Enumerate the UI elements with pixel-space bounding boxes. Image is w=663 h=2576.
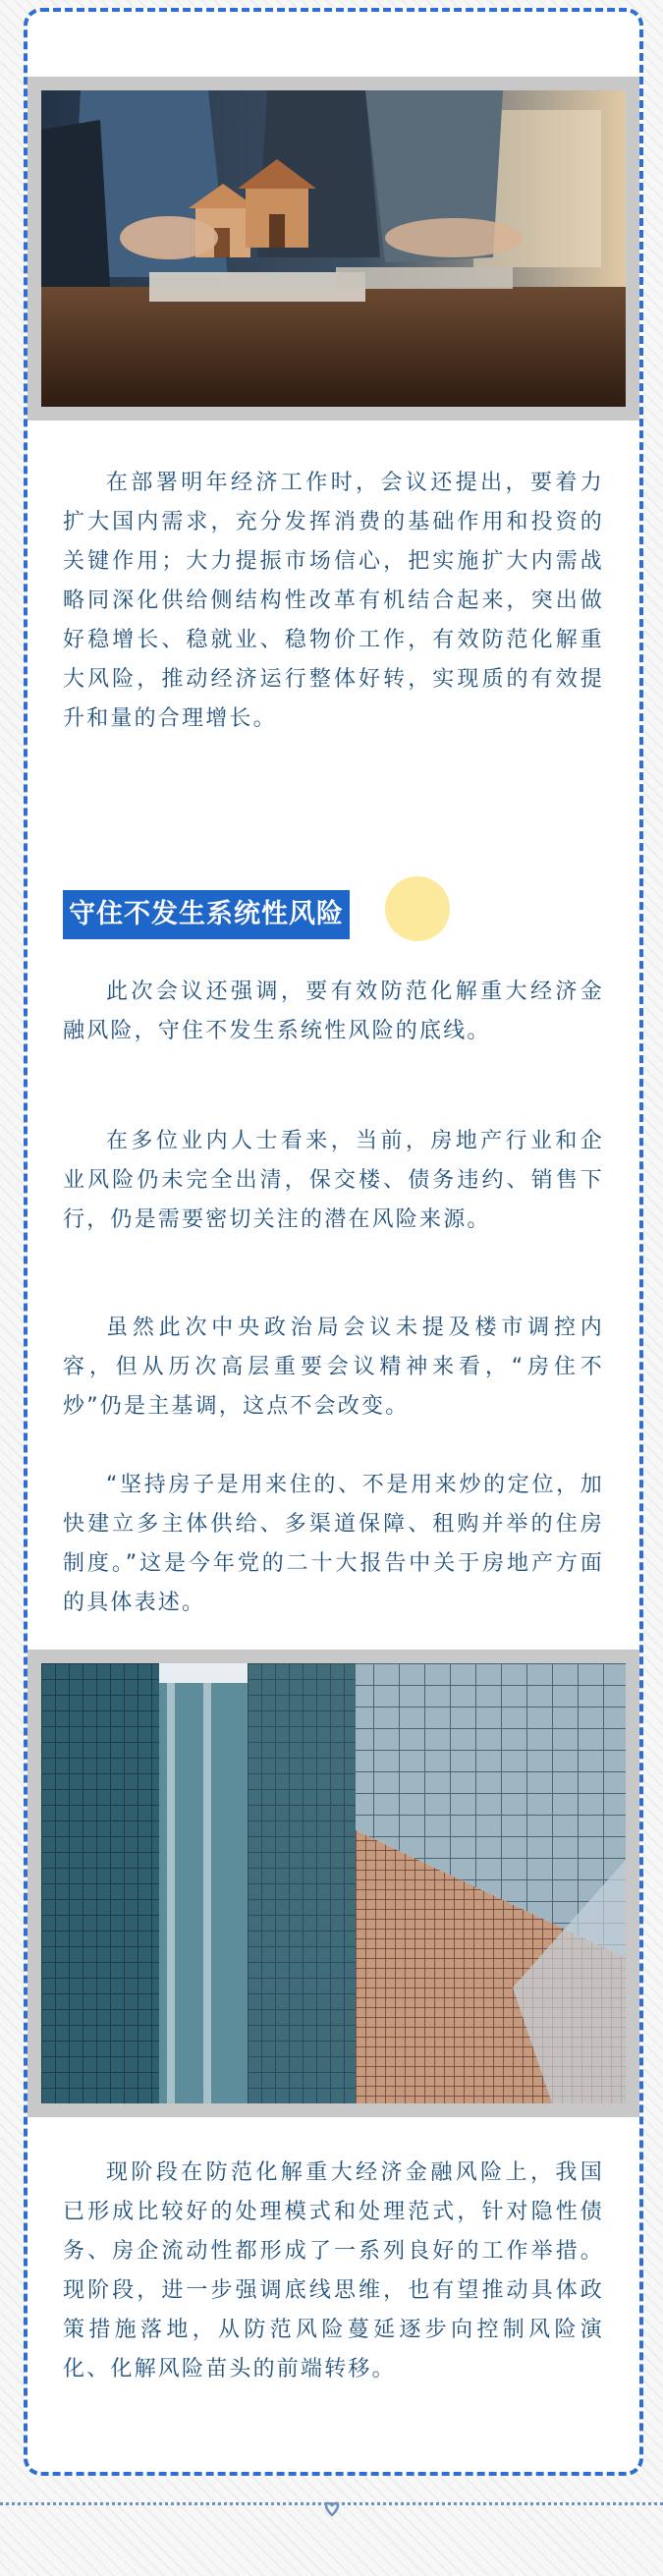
section-heading: 守住不发生系统性风险 bbox=[63, 890, 350, 939]
skyscrapers-photo-frame bbox=[28, 1650, 639, 2117]
paragraph-economic-work: 在部署明年经济工作时，会议还提出，要着力扩大国内需求，充分发挥消费的基础作用和投资的关键作用；大力提振市场信心，把实施扩大内需战略同深化供给侧结构性改革有机结合起来，突出做好稳增长、稳就业、稳物价工作，有效防范化解重大风险，推动经济运行整体好转，实现质的有效提升和量的合理增长。 bbox=[63, 471, 604, 731]
article-card bbox=[24, 8, 643, 2476]
section-heading-block bbox=[63, 876, 475, 947]
paragraph-systemic-risk: 此次会议还强调，要有效防范化解重大经济金融风险，守住不发生系统性风险的底线。 bbox=[63, 980, 604, 1043]
paragraph-congress-report: “坚持房子是用来住的、不是用来炒的定位，加快建立多主体供给、多渠道保障、租购并举的住房制度。”这是今年党的二十大报告中关于房地产方面的具体表述。 bbox=[63, 1473, 604, 1615]
house-models-photo-frame bbox=[28, 77, 639, 420]
house-models-image bbox=[41, 90, 626, 407]
paragraph-housing-policy: 虽然此次中央政治局会议未提及楼市调控内容，但从历次高层重要会议精神来看，“房住不炒”仍是主基调，这点不会改变。 bbox=[63, 1316, 604, 1419]
skyscrapers-photo bbox=[41, 1663, 626, 2103]
house-models-photo bbox=[41, 90, 626, 407]
footer-knot-icon bbox=[319, 2495, 345, 2519]
paragraph-real-estate-risk: 在多位业内人士看来，当前，房地产行业和企业风险仍未完全出清，保交楼、债务违约、销售下行，仍是需要密切关注的潜在风险来源。 bbox=[63, 1129, 604, 1232]
skyscrapers-image bbox=[41, 1663, 626, 2103]
heading-highlight-dot bbox=[385, 876, 450, 941]
paragraph-risk-prevention: 现阶段在防范化解重大经济金融风险上，我国已形成比较好的处理模式和处理范式，针对隐性债务、房企流动性都形成了一系列良好的工作举措。现阶段，进一步强调底线思维，也有望推动具体政策措施落地，从防范风险蔓延逐步向控制风险演化、化解风险苗头的前端转移。 bbox=[63, 2160, 604, 2381]
